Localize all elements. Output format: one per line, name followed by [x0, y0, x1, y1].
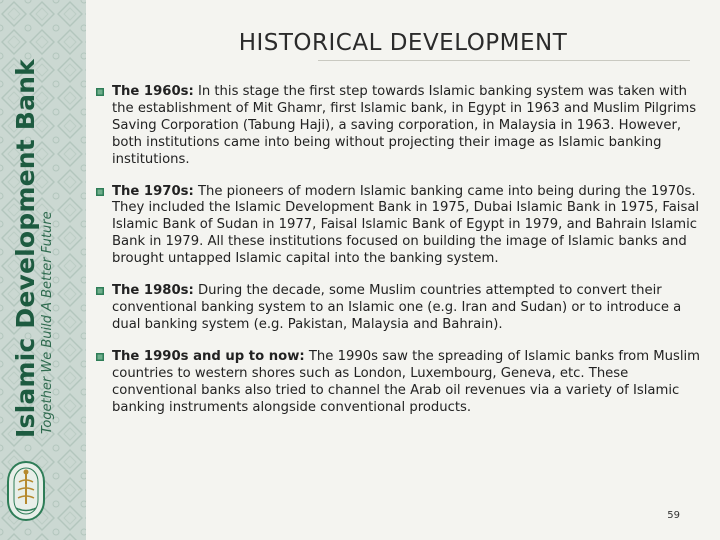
idb-emblem-icon — [6, 460, 46, 522]
list-item — [94, 84, 710, 169]
item-text: The pioneers of modern Islamic banking came into being during the 1970s. They included the Islamic Development Bank in 1975, Dubai Islamic Bank in 1975, Faisal Islamic Bank of Sudan in 1977, Faisal Islamic Bank of Egypt in 1979, and Bahrain Islamic Bank in 1979. All these institutions focused on building the image of Islamic banks and brought untapped Islamic capital into the banking system. — [112, 183, 700, 267]
item-heading: The 1970s: — [112, 183, 194, 199]
page-number: 59 — [667, 510, 680, 521]
item-text: The 1990s saw the spreading of Islamic banks from Muslim countries to western shores such as London, Luxembourg, Geneva, etc. These conventional banks also tried to channel the Arab oil revenues via a variety of Islamic banking instruments alongside conventional products. — [112, 348, 701, 415]
slide-title: HISTORICAL DEVELOPMENT — [238, 30, 568, 56]
list-item — [94, 283, 710, 334]
square-bullet-icon — [96, 88, 104, 96]
list-item — [94, 349, 710, 417]
square-bullet-icon — [96, 353, 104, 361]
item-text: In this stage the first step towards Islamic banking system was taken with the establishment of Mit Ghamr, first Islamic bank, in Egypt in 1963 and Muslim Pilgrims Saving Corporation (Tabung Haji), a saving corporation, in Malaysia in 1963. However, both institutions came into being without projecting their image as Islamic banking institutions. — [112, 84, 697, 167]
sidebar-tagline: Together We Build A Better Future — [40, 211, 55, 434]
sidebar-text-rotated — [4, 20, 80, 500]
item-heading: The 1990s and up to now: — [112, 348, 305, 364]
square-bullet-icon — [96, 188, 104, 196]
sidebar-title: Islamic Development Bank — [11, 59, 40, 438]
list-item — [94, 184, 710, 269]
item-text: During the decade, some Muslim countries attempted to convert their conventional banking system to an Islamic one (e.g. Iran and Sudan) or to introduce a dual banking system (e.g. Pakistan, Malaysia and Bahrain). — [112, 283, 682, 332]
square-bullet-icon — [96, 287, 104, 295]
title-divider — [318, 60, 690, 61]
title-bar — [86, 0, 720, 70]
bullet-list — [94, 84, 710, 431]
item-heading: The 1980s: — [112, 283, 194, 299]
sidebar-banner — [0, 0, 86, 540]
item-heading: The 1960s: — [112, 84, 194, 99]
